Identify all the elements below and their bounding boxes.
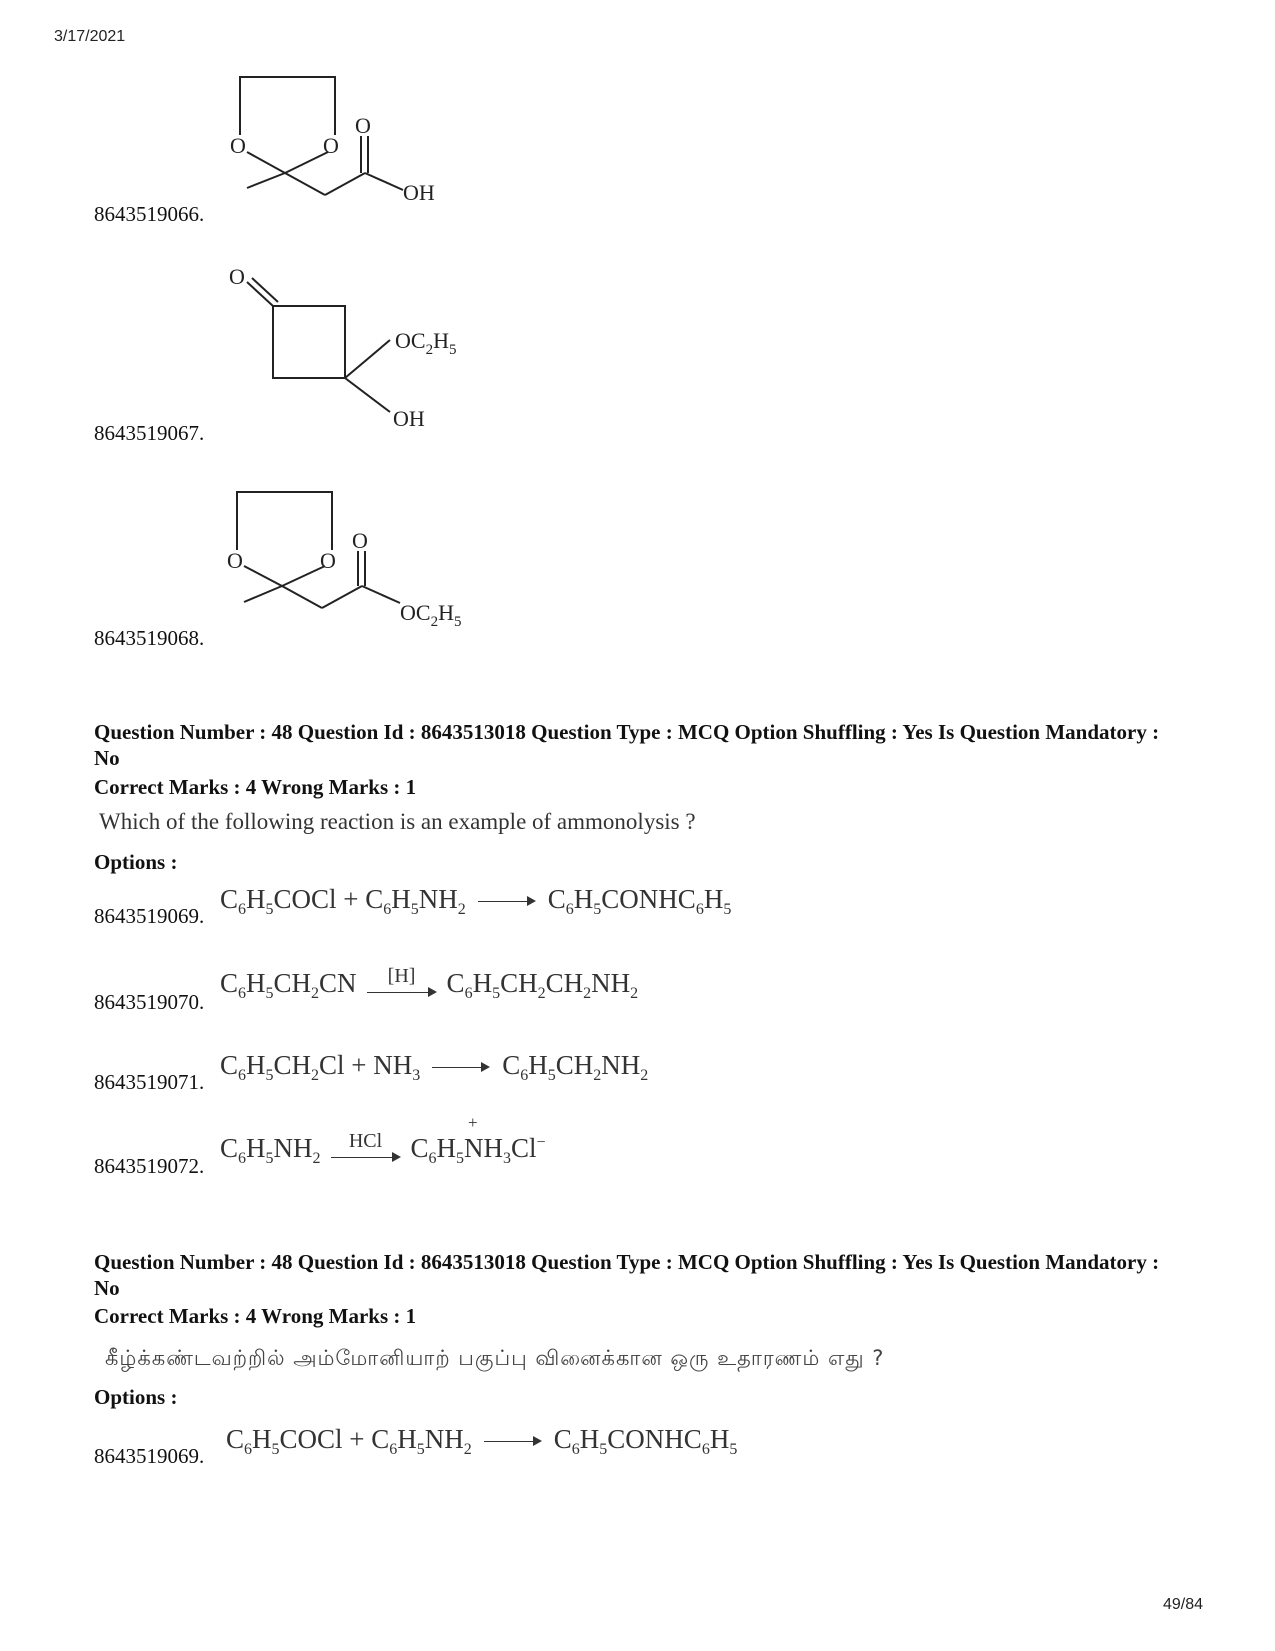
- atom-o: O: [352, 528, 368, 553]
- atom-o: O: [229, 264, 245, 289]
- reaction-arrow: [367, 985, 437, 999]
- reaction-arrow: [432, 1060, 490, 1074]
- question-header: Question Number : 48 Question Id : 8643513018 Question Type : MCQ Option Shuffling : Yes Is Question Mandatory : No: [94, 720, 1160, 770]
- options-label: Options :: [94, 850, 178, 874]
- page-number: 49/84: [1163, 1596, 1204, 1613]
- atom-o: O: [227, 548, 243, 573]
- atom-o: O: [323, 133, 339, 158]
- reaction-arrow: [331, 1150, 401, 1164]
- option-id: 8643519068.: [94, 626, 205, 650]
- option-equation: $C_6H_5COCl + C_6H_5NH_2$ $C_6H_5CONHC_6H_5$: [226, 1424, 738, 1458]
- atom-o: O: [230, 133, 246, 158]
- option-id: 8643519069.: [94, 904, 205, 928]
- atom-oh: OH: [403, 180, 435, 205]
- structure-8643519066: [225, 60, 465, 220]
- option-equation: $C_6H_5COCl + C_6H_5NH_2$ $C_6H_5CONHC_6H_5$: [220, 884, 732, 918]
- atom-oc2h5: $OC_2H_5$: [395, 328, 457, 358]
- structure-8643519068: [222, 478, 492, 638]
- print-date: 3/17/2021: [54, 28, 126, 45]
- option-id: 8643519067.: [94, 421, 205, 445]
- question-header: Question Number : 48 Question Id : 8643513018 Question Type : MCQ Option Shuffling : Yes Is Question Mandatory : No: [94, 1250, 1160, 1300]
- options-label: Options :: [94, 1385, 178, 1409]
- structure-8643519067: [225, 262, 485, 442]
- question-marks: Correct Marks : 4 Wrong Marks : 1: [94, 775, 417, 799]
- option-id: 8643519069.: [94, 1444, 205, 1468]
- question-text: கீழ்க்கண்டவற்றில் அம்மோனியாற் பகுப்பு வினைக்கான ஒரு உதாரணம் எது ?: [105, 1346, 885, 1370]
- option-equation: $C_6H_5NH_2$ HCl $C_6H_5N$ + $H_3Cl^-$: [220, 1113, 546, 1167]
- question-marks: Correct Marks : 4 Wrong Marks : 1: [94, 1304, 417, 1328]
- reagent-label: [H]: [387, 965, 416, 987]
- reagent-label: HCl: [348, 1130, 383, 1152]
- option-id: 8643519070.: [94, 990, 205, 1014]
- reaction-arrow: [478, 894, 536, 908]
- atom-oc2h5: $OC_2H_5$: [400, 600, 462, 630]
- question-text: Which of the following reaction is an example of ammonolysis ?: [99, 809, 696, 834]
- option-id: 8643519066.: [94, 202, 205, 226]
- reaction-arrow: [484, 1434, 542, 1448]
- atom-o: O: [320, 548, 336, 573]
- option-id: 8643519071.: [94, 1070, 205, 1094]
- option-equation: $C_6H_5CH_2CN$ [H] $C_6H_5CH_2CH_2NH_2$: [220, 965, 639, 1002]
- option-equation: $C_6H_5CH_2Cl + NH_3$ $C_6H_5CH_2NH_2$: [220, 1050, 649, 1084]
- atom-oh: OH: [393, 406, 425, 431]
- option-id: 8643519072.: [94, 1154, 205, 1178]
- atom-o: O: [355, 113, 371, 138]
